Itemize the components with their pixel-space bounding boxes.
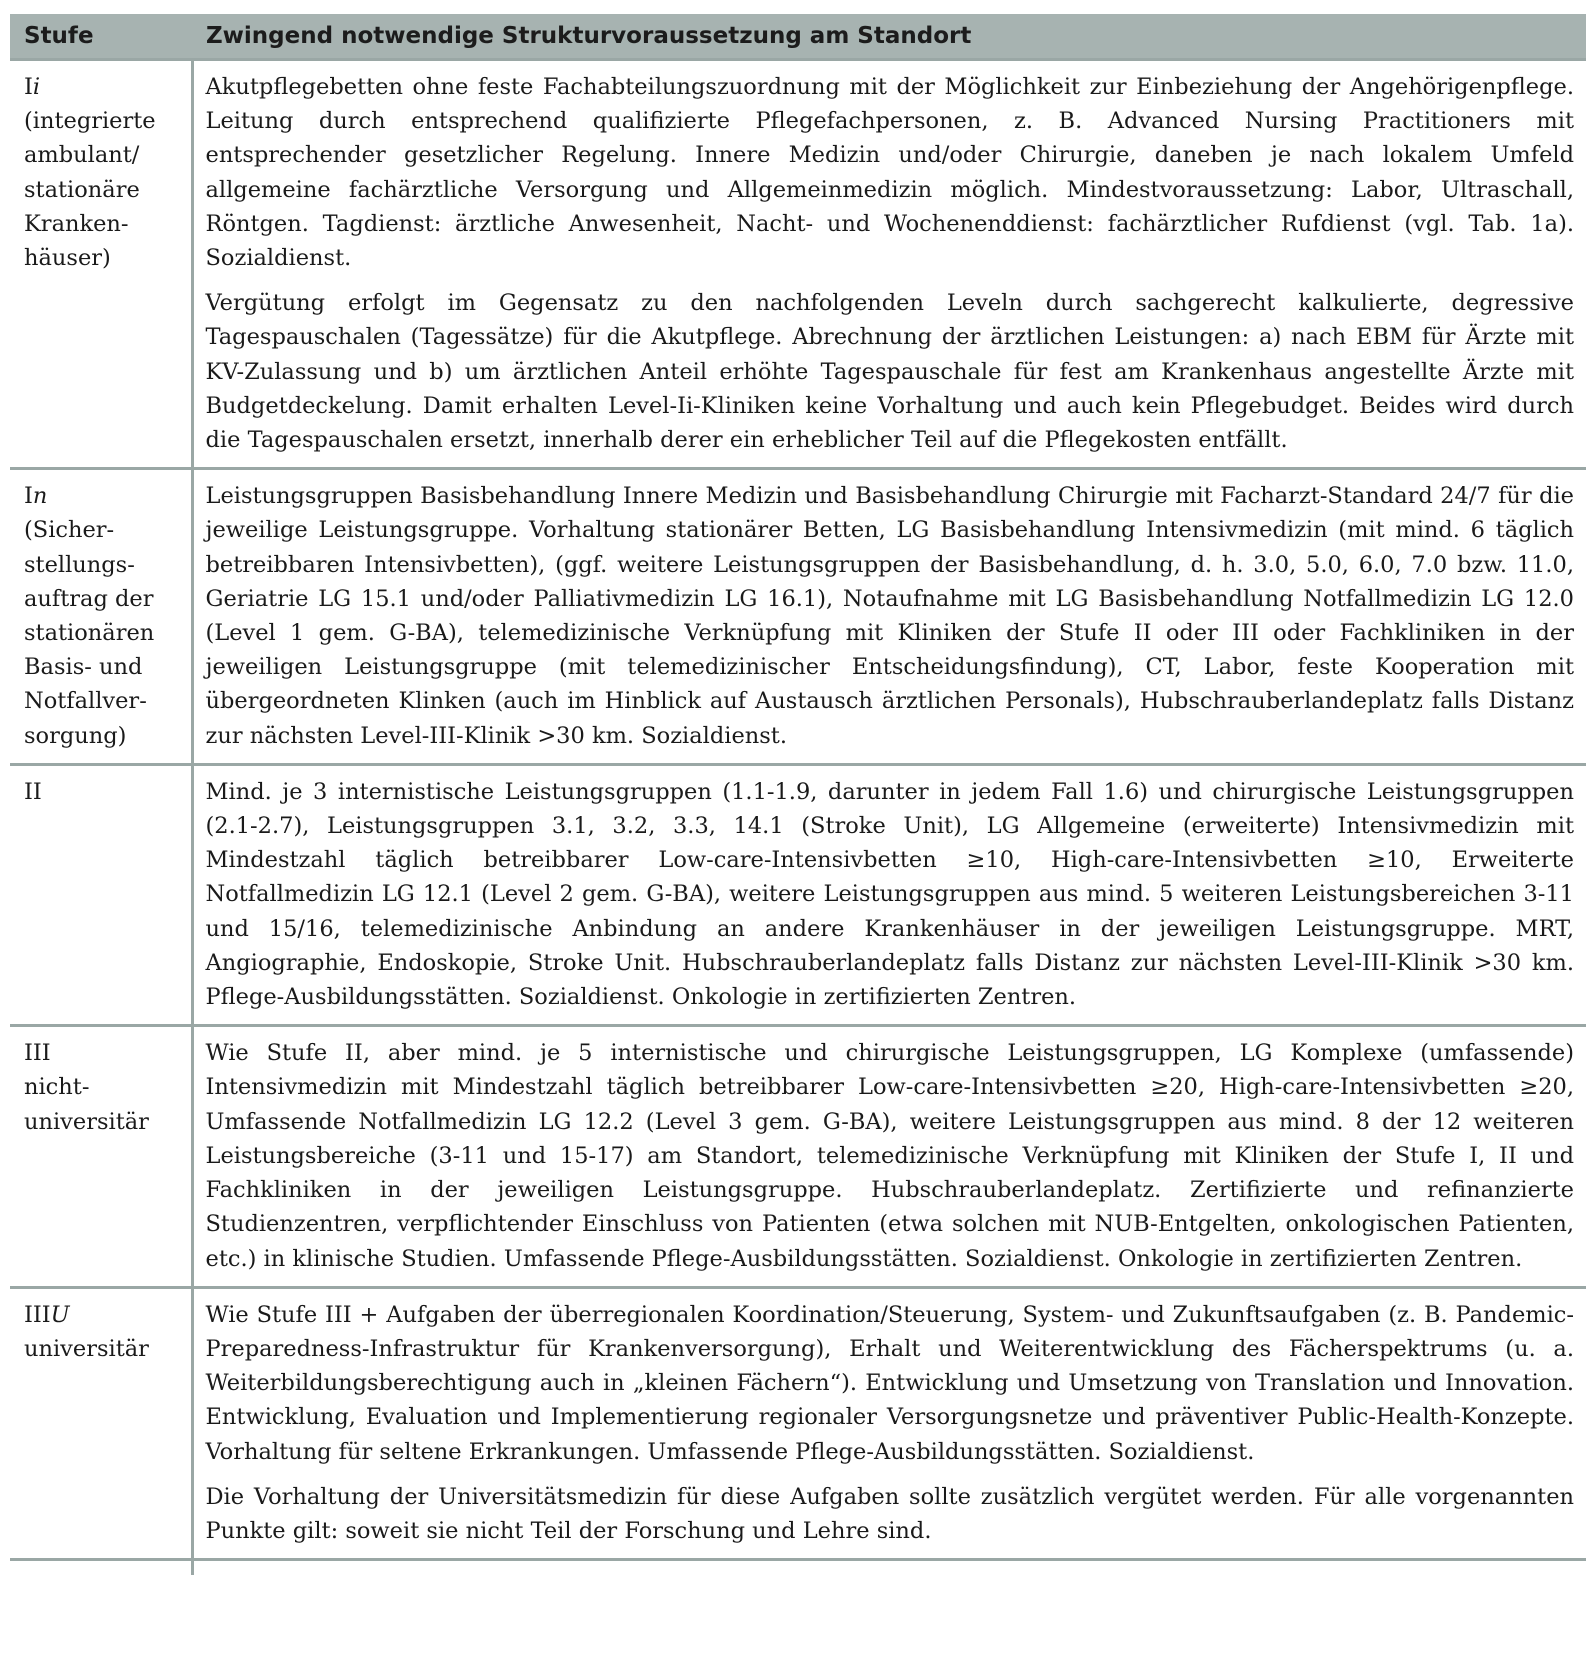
level-prefix: III	[24, 1301, 51, 1328]
requirements-cell	[192, 469, 1586, 765]
requirements-cell	[192, 1026, 1586, 1287]
requirement-paragraph: Leistungsgruppen Basisbehandlung Innere Medizin und Basisbehandlung Chirurgie mit Facharzt-Standard 24/7 für die jeweilige Leistungsgruppe. Vorhaltung stationärer Betten, LG Basisbehandlung Intensivmedizin (mit mind. 6 täglich betreibbaren Intensivbetten), (ggf. weitere Leistungsgruppen der Basisbehandlung, d. h. 3.0, 5.0, 6.0, 7.0 bzw. 11.0, Geriatrie LG 15.1 und/oder Palliativmedizin LG 16.1), Notaufnahme mit LG Basisbehandlung Notfallmedizin LG 12.0 (Level 1 gem. G-BA), telemedizinische Verknüpfung mit Kliniken der Stufe II oder III oder Fachkliniken in der jeweiligen Leistungsgruppe (mit telemedizinischer Entscheidungsfindung), CT, Labor, feste Kooperation mit übergeordneten Klinken (auch im Hinblick auf Austausch ärztlichen Personals), Hubschrauberlandeplatz falls Distanz zur nächsten Level-III-Klinik >30 km. Sozialdienst.	[205, 483, 1574, 749]
level-suffix: n	[32, 483, 48, 510]
requirements-cell	[192, 764, 1586, 1025]
level-prefix: I	[24, 483, 33, 510]
level-prefix: III	[24, 1040, 51, 1067]
requirement-paragraph: Vergütung erfolgt im Gegensatz zu den nachfolgenden Leveln durch sachgerecht kalkulierte, degressive Tagespauschalen (Tagessätze) für die Akutpflege. Abrechnung der ärztlichen Leistungen: a) nach EBM für Ärzte mit KV-Zulassung und b) um ärztlichen Anteil erhöhte Tagespauschale für fest am Krankenhaus angestellte Ärzte mit Budgetdeckelung. Damit erhalten Level-Ii-Kliniken keine Vorhaltung und auch kein Pflegebudget. Beides wird durch die Tagespauschalen ersetzt, innerhalb derer ein erheblicher Teil auf die Pflegekosten entfällt.	[205, 290, 1574, 454]
header-stufe: Stufe	[10, 14, 192, 60]
requirement-paragraph: Wie Stufe II, aber mind. je 5 internistische und chirurgische Leistungsgruppen, LG Komplexe (umfassende) Intensivmedizin mit Mindestzahl täglich betreibbarer Low-care-Intensivbetten ≥20, High-care-Intensivbetten ≥20, Umfassende Notfallmedizin LG 12.2 (Level 3 gem. G-BA), weitere Leistungsgruppen aus mind. 8 der 12 weiteren Leistungsbereiche (3-11 und 15-17) am Standort, telemedizinische Verknüpfung mit Kliniken der Stufe I, II und Fachkliniken in der jeweiligen Leistungsgruppe. Hubschrauberlandeplatz. Zertifizierte und refinanzierte Studienzentren, verpflichtender Einschluss von Patienten (etwa solchen mit NUB-Entgelten, onkologischen Patienten, etc.) in klinische Studien. Umfassende Pflege-Ausbildungsstätten. Sozialdienst. Onkologie in zertifizierten Zentren.	[205, 1040, 1574, 1272]
level-cell	[10, 469, 192, 765]
level-name	[24, 479, 185, 513]
header-row	[10, 14, 1586, 60]
level-cell	[10, 60, 192, 469]
table-header	[10, 14, 1586, 60]
requirement-paragraph: Mind. je 3 internistische Leistungsgruppen (1.1-1.9, darunter in jedem Fall 1.6) und chirurgische Leistungsgruppen (2.1-2.7), Leistungsgruppen 3.1, 3.2, 3.3, 14.1 (Stroke Unit), LG Allgemeine (erweiterte) Intensivmedizin mit Mindestzahl täglich betreibbarer Low-care-Intensivbetten ≥10, High-care-Intensivbetten ≥10, Erweiterte Notfallmedizin LG 12.1 (Level 2 gem. G-BA), weitere Leistungsgruppen aus mind. 5 weiteren Leistungsbereichen 3-11 und 15/16, telemedizinische Anbindung an andere Krankenhäuser in der jeweiligen Leistungsgruppe. MRT, Angiographie, Endoskopie, Stroke Unit. Hubschrauberlandeplatz falls Distanz zur nächsten Level-III-Klinik >30 km. Pflege-Ausbildungsstätten. Sozialdienst. Onkologie in zertifizierten Zentren.	[205, 778, 1574, 1011]
level-suffix: U	[50, 1301, 70, 1328]
table-body	[10, 60, 1586, 1576]
requirement-paragraph: Akutpflegebetten ohne feste Fachabteilungszuordnung mit der Möglichkeit zur Einbeziehung der Angehörigenpflege. Leitung durch entsprechend qualifizierte Pflegefachpersonen, z. B. Advanced Nursing Practitioners mit entsprechender gesetzlicher Regelung. Innere Medizin und/oder Chirurgie, daneben je nach lokalem Umfeld allgemeine fachärztliche Versorgung und Allgemeinmedizin möglich. Mindestvoraussetzung: Labor, Ultraschall, Röntgen. Tagdienst: ärztliche Anwesenheit, Nacht- und Wochenenddienst: fachärztlicher Rufdienst (vgl. Tab. 1a). Sozialdienst.	[205, 74, 1574, 272]
table-row	[10, 469, 1586, 765]
table-row	[10, 60, 1586, 469]
level-name	[24, 1298, 185, 1332]
level-description: universitär	[24, 1335, 149, 1362]
requirement-paragraph: Wie Stufe III + Aufgaben der überregionalen Koordination/Steuerung, System- und Zukunftsaufgaben (z. B. Pandemic-Preparedness-Infrastruktur für Krankenversorgung), Erhalt und Weiterentwicklung des Fächerspektrums (u. a. Weiterbildungsberechtigung auch in „kleinen Fächern“). Entwicklung und Umsetzung von Translation und Innovation. Entwicklung, Evaluation und Implementierung regionaler Versorgungsnetze und präventiver Public-Health-Konzepte. Vorhaltung für seltene Erkrankungen. Umfassende Pflege-Ausbildungsstätten. Sozialdienst.	[205, 1301, 1574, 1465]
level-description: nicht-universitär	[24, 1074, 149, 1135]
structure-requirements-table	[10, 14, 1586, 1575]
level-description: (integrierte ambulant/ stationäre Kranken-häuser)	[24, 108, 156, 272]
level-prefix: I	[24, 74, 33, 100]
level-cell	[10, 1026, 192, 1287]
requirements-cell	[192, 1560, 1586, 1576]
level-name	[24, 70, 185, 104]
table-row	[10, 1026, 1586, 1287]
level-suffix: i	[32, 74, 41, 100]
level-description: (Sicher-stellungs-auftrag der stationären Basis- und Notfallver-sorgung)	[24, 517, 155, 749]
level-name	[24, 1036, 185, 1070]
level-prefix: II	[24, 778, 42, 805]
table-row-cutoff	[10, 1560, 1586, 1576]
table-row	[10, 764, 1586, 1025]
level-cell	[10, 1560, 192, 1576]
level-cell	[10, 764, 192, 1025]
requirements-cell	[192, 1287, 1586, 1559]
level-cell	[10, 1287, 192, 1559]
level-name	[24, 775, 185, 809]
table-row	[10, 1287, 1586, 1559]
header-requirements: Zwingend notwendige Strukturvoraussetzung am Standort	[192, 14, 1586, 60]
requirement-paragraph: Die Vorhaltung der Universitätsmedizin für diese Aufgaben sollte zusätzlich vergütet werden. Für alle vorgenannten Punkte gilt: soweit sie nicht Teil der Forschung und Lehre sind.	[205, 1483, 1574, 1544]
requirements-cell	[192, 60, 1586, 469]
